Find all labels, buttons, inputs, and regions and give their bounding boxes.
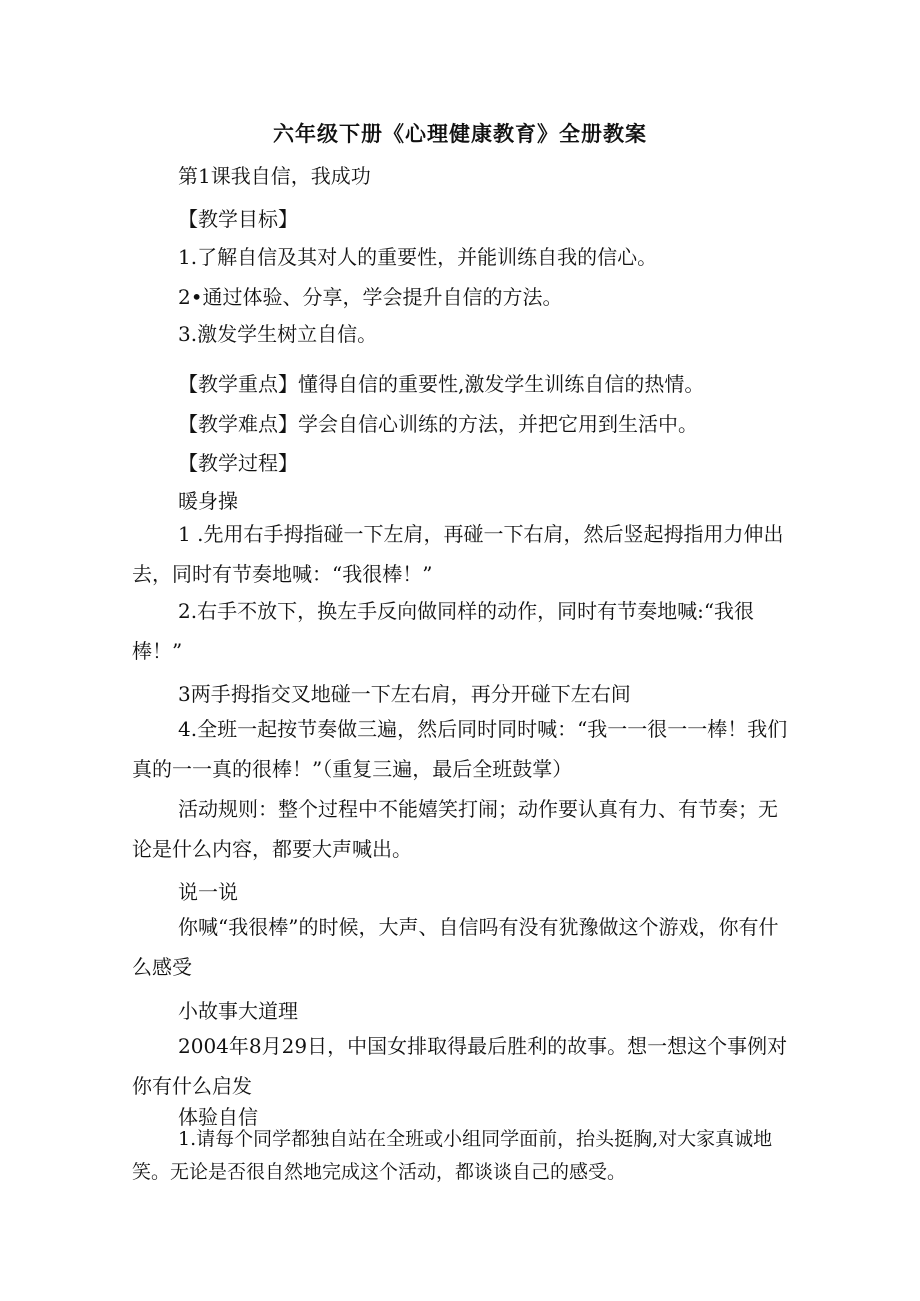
story-text: 2004年8月29日，中国女排取得最后胜利的故事。想一想这个事例对你有什么启发 [132, 1034, 788, 1098]
goal-item-2: 2•通过体验、分享，学会提升自信的方法。 [178, 285, 563, 309]
experience-heading: 体验自信 [178, 1105, 258, 1129]
activity-rules: 活动规则：整个过程中不能嬉笑打闹；动作要认真有力、有节奏；无论是什么内容，都要大声喊出。 [132, 797, 778, 861]
talk-heading: 说一说 [178, 880, 238, 904]
experience-item-1: 1.请每个同学都独自站在全班或小组同学面前，抬头挺胸,对大家真诚地笑。无论是否很自然地完成这个活动，都谈谈自己的感受。 [132, 1128, 773, 1183]
goal-item-3: 3.激发学生树立自信。 [178, 322, 378, 346]
process-heading: 【教学过程】 [178, 451, 298, 475]
difficulties: 【教学难点】学会自信心训练的方法，并把它用到生活中。 [178, 412, 698, 436]
key-points: 【教学重点】懂得自信的重要性,激发学生训练自信的热情。 [178, 372, 705, 396]
story-heading: 小故事大道理 [178, 999, 298, 1023]
warmup-step-4: 4.全班一起按节奏做三遍，然后同时同时喊：“我一一很一一棒！我们真的一一真的很棒！”（重复三遍，最后全班鼓掌） [132, 717, 788, 781]
warmup-step-1: 1 .先用右手拇指碰一下左肩，再碰一下右肩，然后竖起拇指用力伸出去，同时有节奏地喊：“我很棒！” [132, 522, 784, 586]
warmup-step-2: 2.右手不放下，换左手反向做同样的动作，同时有节奏地喊:“我很棒！” [132, 599, 755, 663]
lesson-title: 第1课我自信，我成功 [178, 164, 371, 188]
goal-item-1: 1.了解自信及其对人的重要性，并能训练自我的信心。 [178, 245, 658, 269]
document-title: 六年级下册《心理健康教育》全册教案 [273, 121, 647, 146]
warmup-heading: 暖身操 [178, 489, 238, 513]
talk-text: 你喊“我很棒”的时候，大声、自信吗有没有犹豫做这个游戏，你有什么感受 [132, 915, 779, 979]
goals-heading: 【教学目标】 [178, 207, 298, 231]
warmup-step-3: 3两手拇指交叉地碰一下左右肩，再分开碰下左右间 [178, 682, 631, 706]
